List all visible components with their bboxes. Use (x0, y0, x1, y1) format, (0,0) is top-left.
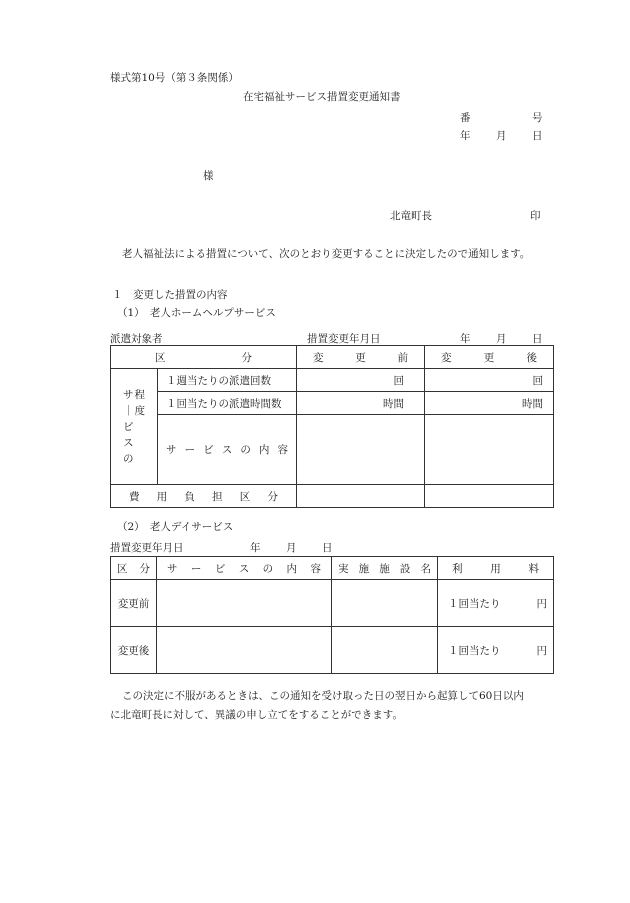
sub2-change-date-year: 年 (250, 542, 261, 554)
table-header-row (111, 346, 554, 369)
sub2-change-date-label: 措置変更年月日 (110, 542, 184, 554)
service-content-after (157, 627, 332, 674)
fee-before: １回当たり 円 (438, 580, 554, 627)
issuer-name: 北竜町長 (390, 210, 432, 222)
row-weekly-visits-label: １週当たりの派遣回数 (158, 369, 297, 392)
sub2-change-date-month: 月 (286, 542, 297, 554)
number-label: 番 (460, 112, 471, 124)
recipient-honorific: 様 (203, 170, 214, 182)
change-date-day: 日 (532, 333, 543, 345)
header-after: 変 更 後 (425, 346, 554, 369)
sub2-heading: （2） 老人デイサービス (117, 521, 234, 533)
appeal-notice-line1: この決定に不服があるときは、この通知を受け取った日の翌日から起算して60日以内 (122, 690, 524, 702)
service-content-before (157, 580, 332, 627)
number-suffix: 号 (532, 112, 543, 124)
form-number: 様式第10号（第３条関係） (110, 72, 239, 84)
change-date-year: 年 (460, 333, 471, 345)
fee-after: １回当たり 円 (438, 627, 554, 674)
table-row (111, 580, 554, 627)
table-row (111, 627, 554, 674)
cost-category-after (425, 485, 554, 508)
appeal-notice-line2: に北竜町長に対して、異議の申し立てをすることができます。 (110, 709, 403, 721)
issue-date-month: 月 (496, 130, 507, 142)
issue-date-year: 年 (460, 130, 471, 142)
visit-hours-after: 時間 (425, 392, 554, 415)
facility-before (332, 580, 438, 627)
service-content-before (297, 415, 425, 485)
header-category: 区 分 (111, 346, 297, 369)
row-cost-category-label: 費 用 負 担 区 分 (111, 485, 297, 508)
change-date-label: 措置変更年月日 (307, 333, 381, 345)
intro-text: 老人福祉法による措置について、次のとおり変更することに決定したので通知します。 (122, 248, 531, 260)
table-row (111, 415, 554, 485)
day-service-table (110, 556, 554, 674)
header-facility-name: 実 施 施 設 名 (332, 557, 438, 580)
dispatch-target-label: 派遣対象者 (110, 333, 163, 345)
change-date-month: 月 (496, 333, 507, 345)
cost-category-before (297, 485, 425, 508)
service-content-after (425, 415, 554, 485)
document-title: 在宅福祉サービス措置変更通知書 (243, 91, 401, 103)
header-before: 変 更 前 (297, 346, 425, 369)
table-header-row (111, 557, 554, 580)
weekly-visits-after: 回 (425, 369, 554, 392)
header-service-content: サ ー ビ ス の 内 容 (157, 557, 332, 580)
row-service-content-label: サ ー ビ ス の 内 容 (158, 415, 297, 485)
table-row (111, 392, 554, 415)
home-help-table (110, 345, 554, 508)
seal-mark: 印 (530, 210, 541, 222)
sub1-heading: （1） 老人ホームヘルプサービス (117, 307, 276, 319)
row-before-label: 変更前 (111, 580, 157, 627)
header-fee: 利 用 料 (438, 557, 554, 580)
issue-date-day: 日 (532, 130, 543, 142)
row-after-label: 変更後 (111, 627, 157, 674)
facility-after (332, 627, 438, 674)
row-visit-hours-label: １回当たりの派遣時間数 (158, 392, 297, 415)
section1-heading: １ 変更した措置の内容 (112, 289, 228, 301)
table-row (111, 485, 554, 508)
header-category: 区 分 (111, 557, 157, 580)
weekly-visits-before: 回 (297, 369, 425, 392)
table-row (111, 369, 554, 392)
visit-hours-before: 時間 (297, 392, 425, 415)
service-level-label: サ ｜ ビ ス の 程 度 (111, 369, 158, 485)
sub2-change-date-day: 日 (322, 542, 333, 554)
